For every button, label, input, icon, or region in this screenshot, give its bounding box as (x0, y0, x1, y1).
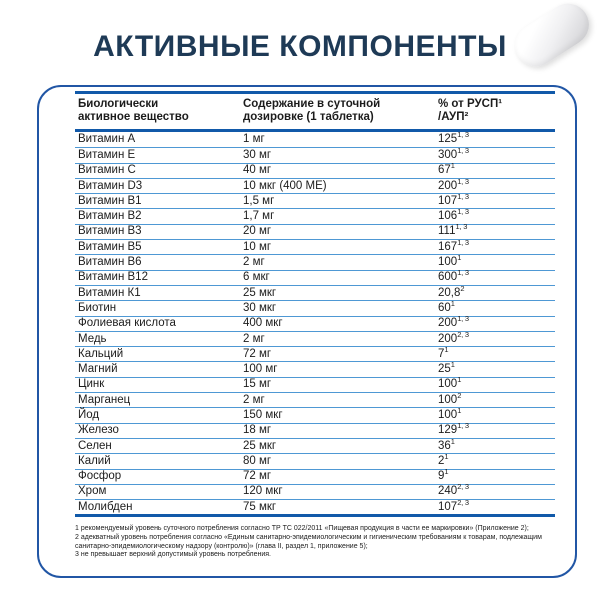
footnote-marker: 1 (444, 452, 449, 462)
table-row (75, 407, 555, 422)
amount-cell: 18 мг (243, 424, 272, 437)
amount-cell: 80 мг (243, 454, 272, 467)
footnote-marker: 1, 3 (457, 314, 469, 324)
footnote-marker: 1 (457, 253, 462, 263)
footnote-marker: 1, 3 (455, 222, 468, 232)
substance-cell: Железо (78, 424, 119, 437)
percent-cell: 106$^{1, 3}$ (438, 207, 469, 223)
header-substance: Биологически активное вещество (78, 98, 189, 123)
amount-cell: 25 мкг (243, 286, 277, 299)
amount-cell: 25 мкг (243, 439, 277, 452)
substance-cell: Витамин В12 (78, 271, 148, 284)
percent-cell: $2^1$ (438, 452, 449, 467)
footnote-marker: 1 (457, 406, 462, 416)
amount-cell: 20 мг (243, 225, 272, 238)
substance-cell: Цинк (78, 378, 105, 391)
amount-cell: 400 мкг (243, 317, 283, 330)
amount-cell: 100 мг (243, 363, 278, 376)
amount-cell: 15 мг (243, 378, 272, 391)
amount-cell: 6 мкг (243, 271, 270, 284)
substance-cell: Фосфор (78, 470, 122, 483)
amount-cell: 30 мкг (243, 301, 277, 314)
percent-cell: 20,8$^2$ (438, 283, 465, 299)
substance-cell: Витамин К1 (78, 286, 141, 299)
table-row (75, 178, 555, 193)
percent-cell: 129$^{1, 3}$ (438, 421, 469, 437)
percent-cell: 200$^{2, 3}$ (438, 329, 469, 345)
amount-cell: 75 мкг (243, 500, 277, 513)
amount-cell: 1 мг (243, 133, 265, 146)
footnote-marker: 1, 3 (457, 176, 469, 186)
amount-cell: 2 мг (243, 393, 265, 406)
substance-cell: Витамин А (78, 133, 136, 146)
substance-cell: Витамин В3 (78, 225, 142, 238)
percent-cell: $100^1$ (438, 253, 462, 269)
substance-cell: Кальций (78, 347, 124, 360)
amount-cell: 150 мкг (243, 408, 283, 421)
footnote-marker: 1 (444, 467, 449, 477)
table-row (75, 499, 555, 514)
table-row (75, 270, 555, 285)
header-percent: % от РУСП¹ /АУП² (438, 98, 503, 123)
amount-cell: 72 мг (243, 347, 272, 360)
substance-cell: Хром (78, 485, 107, 498)
table-row (75, 163, 555, 178)
footnote-marker: 2 (457, 390, 462, 400)
footnote-marker: 2 (460, 283, 465, 293)
substance-cell: Йод (78, 408, 100, 421)
percent-cell: $100^2$ (438, 390, 462, 406)
footnote-marker: 1, 3 (457, 130, 469, 140)
percent-cell: 200$^{1, 3}$ (438, 314, 469, 330)
footnote: 1 рекомендуемый уровень суточного потребления согласно ТР ТС 022/2011 «Пищевая продукция в части ее маркировки» (Приложение 2); (75, 525, 529, 533)
percent-cell: 200$^{1, 3}$ (438, 176, 469, 192)
percent-cell: 107$^{2, 3}$ (438, 497, 469, 513)
table-row (75, 208, 555, 223)
amount-cell: 10 мкг (400 МЕ) (243, 179, 327, 192)
footnote-marker: 2, 3 (457, 329, 469, 339)
footnote-marker: 1 (444, 344, 449, 354)
table-row (75, 453, 555, 468)
footnote-marker: 1 (450, 360, 455, 370)
footnote: 2 адекватный уровень потребления согласно «Единым санитарно-эпидемиологическим и гигиеническим требованиям к товарам, подлежащим санитарно-эпидемиологическому надзору (контролю)» (глава II, раздел 1, приложение 5); (75, 534, 542, 550)
footnote-marker: 2, 3 (457, 482, 469, 492)
table-row (75, 224, 555, 239)
percent-cell: $100^1$ (438, 375, 462, 391)
footnote-marker: 2, 3 (457, 497, 469, 507)
substance-cell: Фолиевая кислота (78, 317, 176, 330)
footnote: 3 не превышает верхний допустимый уровень потребления. (75, 551, 271, 559)
table-row (75, 254, 555, 269)
amount-cell: 1,7 мг (243, 210, 275, 223)
substance-cell: Витамин В6 (78, 256, 142, 269)
page-title: АКТИВНЫЕ КОМПОНЕНТЫ (93, 30, 507, 63)
footnote-marker: 1, 3 (457, 237, 469, 247)
percent-cell: 107$^{1, 3}$ (438, 192, 469, 207)
percent-cell: 240$^{2, 3}$ (438, 482, 469, 498)
amount-cell: 2 мг (243, 332, 265, 345)
percent-cell: 111$^{1, 3}$ (438, 222, 468, 238)
percent-cell: $25^1$ (438, 360, 455, 376)
table-row (75, 147, 555, 162)
amount-cell: 40 мг (243, 164, 272, 177)
amount-cell: 10 мг (243, 240, 272, 253)
substance-cell: Селен (78, 439, 112, 452)
amount-cell: 30 мг (243, 148, 272, 161)
amount-cell: 72 мг (243, 470, 272, 483)
footnote-marker: 1 (457, 375, 462, 385)
substance-cell: Магний (78, 363, 118, 376)
substance-cell: Витамин D3 (78, 179, 143, 192)
percent-cell: 167$^{1, 3}$ (438, 237, 469, 253)
percent-cell: 300$^{1, 3}$ (438, 146, 469, 161)
substance-cell: Калий (78, 454, 111, 467)
table-row (75, 132, 555, 147)
substance-cell: Медь (78, 332, 107, 345)
substance-cell: Витамин С (78, 164, 136, 177)
table-header-row (75, 91, 555, 132)
table-row (75, 331, 555, 346)
table-row (75, 285, 555, 300)
table-row (75, 438, 555, 453)
percent-cell: 600$^{1, 3}$ (438, 268, 469, 284)
footnotes (75, 525, 575, 559)
substance-cell: Витамин Е (78, 148, 136, 161)
table-body (75, 132, 555, 517)
table-row (75, 346, 555, 361)
table-row (75, 193, 555, 208)
table-row (75, 484, 555, 499)
percent-cell: 125$^{1, 3}$ (438, 130, 469, 146)
percent-cell: $9^1$ (438, 467, 449, 483)
substance-cell: Витамин В5 (78, 240, 142, 253)
table-row (75, 423, 555, 438)
percent-cell: $67^1$ (438, 161, 455, 177)
percent-cell: $36^1$ (438, 436, 455, 452)
percent-cell: $60^1$ (438, 299, 455, 314)
amount-cell: 1,5 мг (243, 194, 275, 207)
table-row (75, 361, 555, 376)
percent-cell: $7^1$ (438, 344, 449, 360)
footnote-marker: 1, 3 (457, 421, 469, 431)
footnote-marker: 1, 3 (457, 192, 469, 201)
table-row (75, 377, 555, 392)
substance-cell: Марганец (78, 393, 131, 406)
table-row (75, 300, 555, 315)
substance-cell: Витамин В1 (78, 194, 142, 207)
footnote-marker: 1 (450, 299, 455, 309)
percent-cell: $100^1$ (438, 406, 462, 421)
components-table (75, 91, 555, 517)
footnote-marker: 1, 3 (457, 268, 469, 278)
table-row (75, 316, 555, 331)
footnote-marker: 1, 3 (457, 207, 469, 217)
table-row (75, 392, 555, 407)
substance-cell: Витамин В2 (78, 210, 142, 223)
amount-cell: 2 мг (243, 256, 265, 269)
footnote-marker: 1 (450, 436, 455, 446)
table-card (37, 85, 577, 578)
substance-cell: Биотин (78, 301, 117, 314)
table-row (75, 469, 555, 484)
table-row (75, 239, 555, 254)
footnote-marker: 1, 3 (457, 146, 469, 156)
header-amount: Содержание в суточной дозировке (1 таблетка) (243, 98, 381, 123)
substance-cell: Молибден (78, 500, 133, 513)
amount-cell: 120 мкг (243, 485, 283, 498)
footnote-marker: 1 (450, 161, 455, 171)
